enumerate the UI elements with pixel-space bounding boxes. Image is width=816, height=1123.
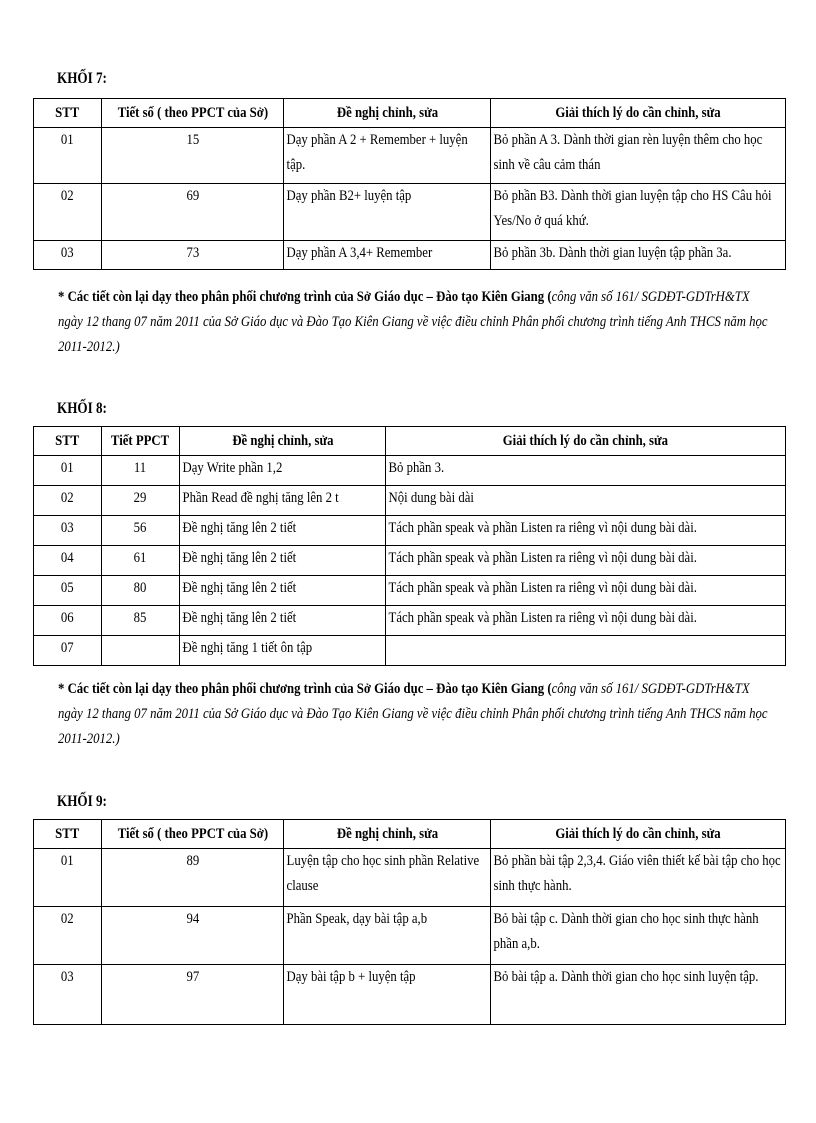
cell-tiet: 85 bbox=[102, 606, 180, 636]
header-tiet: Tiết PPCT bbox=[102, 427, 180, 456]
cell-giai-thich: Bỏ phần 3. bbox=[386, 456, 786, 486]
cell-stt: 05 bbox=[34, 576, 102, 606]
table-row bbox=[34, 965, 786, 1025]
cell-tiet: 61 bbox=[102, 546, 180, 576]
note-khoi-8 bbox=[58, 677, 772, 752]
table-row bbox=[34, 576, 786, 606]
cell-stt: 03 bbox=[34, 241, 102, 270]
cell-de-nghi: Đề nghị tăng lên 2 tiết bbox=[180, 546, 386, 576]
header-de-nghi: Đề nghị chỉnh, sửa bbox=[284, 820, 491, 849]
cell-tiet bbox=[102, 636, 180, 666]
note-bold-text: * Các tiết còn lại dạy theo phân phối chương trình của Sở Giáo dục – Đào tạo Kiên Giang ( bbox=[58, 681, 552, 697]
note-italic-text: công văn số 161/ SGDĐT-GDTrH&TX ngày 12 thang 07 năm 2011 của Sở Giáo dục và Đào Tạo Kiên Giang về việc điều chỉnh Phân phối chương trình tiếng Anh THCS năm học 2011-2012.) bbox=[58, 681, 768, 747]
cell-de-nghi: Đề nghị tăng lên 2 tiết bbox=[180, 516, 386, 546]
table-khoi-7 bbox=[33, 98, 786, 270]
cell-stt: 03 bbox=[34, 516, 102, 546]
header-giai-thich: Giải thích lý do cần chỉnh, sửa bbox=[386, 427, 786, 456]
header-tiet: Tiết số ( theo PPCT của Sở) bbox=[102, 820, 284, 849]
cell-tiet: 80 bbox=[102, 576, 180, 606]
cell-de-nghi: Phần Read đề nghị tăng lên 2 t bbox=[180, 486, 386, 516]
note-khoi-7 bbox=[58, 285, 772, 360]
table-row bbox=[34, 128, 786, 184]
cell-de-nghi: Đề nghị tăng 1 tiết ôn tập bbox=[180, 636, 386, 666]
header-giai-thich: Giải thích lý do cần chỉnh, sửa bbox=[491, 99, 786, 128]
cell-tiet: 11 bbox=[102, 456, 180, 486]
cell-giai-thich: Bỏ bài tập c. Dành thời gian cho học sinh thực hành phần a,b. bbox=[491, 907, 786, 965]
header-de-nghi: Đề nghị chỉnh, sửa bbox=[284, 99, 491, 128]
table-row bbox=[34, 546, 786, 576]
table-row bbox=[34, 486, 786, 516]
table-khoi-9 bbox=[33, 819, 786, 1025]
cell-giai-thich: Bỏ bài tập a. Dành thời gian cho học sinh luyện tập. bbox=[491, 965, 786, 1025]
table-row bbox=[34, 241, 786, 270]
cell-de-nghi: Dạy bài tập b + luyện tập bbox=[284, 965, 491, 1025]
cell-giai-thich: Tách phần speak và phần Listen ra riêng vì nội dung bài dài. bbox=[386, 576, 786, 606]
cell-tiet: 15 bbox=[102, 128, 284, 184]
header-giai-thich: Giải thích lý do cần chỉnh, sửa bbox=[491, 820, 786, 849]
cell-giai-thich: Bỏ phần bài tập 2,3,4. Giáo viên thiết kế bài tập cho học sinh thực hành. bbox=[491, 849, 786, 907]
cell-tiet: 56 bbox=[102, 516, 180, 546]
section-heading-khoi-7: KHỐI 7: bbox=[57, 70, 107, 87]
cell-stt: 01 bbox=[34, 849, 102, 907]
cell-stt: 02 bbox=[34, 184, 102, 241]
cell-tiet: 73 bbox=[102, 241, 284, 270]
header-stt: STT bbox=[34, 427, 102, 456]
cell-tiet: 89 bbox=[102, 849, 284, 907]
note-bold-text: * Các tiết còn lại dạy theo phân phối chương trình của Sở Giáo dục – Đào tạo Kiên Giang ( bbox=[58, 289, 552, 305]
cell-de-nghi: Dạy phần A 3,4+ Remember bbox=[284, 241, 491, 270]
cell-stt: 02 bbox=[34, 907, 102, 965]
header-stt: STT bbox=[34, 99, 102, 128]
cell-giai-thich bbox=[386, 636, 786, 666]
table-header-row bbox=[34, 427, 786, 456]
cell-tiet: 69 bbox=[102, 184, 284, 241]
header-tiet: Tiết số ( theo PPCT của Sở) bbox=[102, 99, 284, 128]
header-stt: STT bbox=[34, 820, 102, 849]
cell-de-nghi: Phần Speak, dạy bài tập a,b bbox=[284, 907, 491, 965]
section-heading-khoi-9: KHỐI 9: bbox=[57, 793, 107, 810]
cell-stt: 01 bbox=[34, 456, 102, 486]
cell-stt: 06 bbox=[34, 606, 102, 636]
cell-stt: 04 bbox=[34, 546, 102, 576]
table-row bbox=[34, 456, 786, 486]
cell-giai-thich: Tách phần speak và phần Listen ra riêng vì nội dung bài dài. bbox=[386, 516, 786, 546]
table-row bbox=[34, 907, 786, 965]
cell-de-nghi: Dạy Write phần 1,2 bbox=[180, 456, 386, 486]
cell-giai-thich: Tách phần speak và phần Listen ra riêng vì nội dung bài dài. bbox=[386, 546, 786, 576]
note-italic-text: công văn số 161/ SGDĐT-GDTrH&TX ngày 12 thang 07 năm 2011 của Sở Giáo dục và Đào Tạo Kiên Giang về việc điều chỉnh Phân phối chương trình tiếng Anh THCS năm học 2011-2012.) bbox=[58, 289, 768, 355]
table-row bbox=[34, 516, 786, 546]
table-row bbox=[34, 606, 786, 636]
cell-giai-thich: Bỏ phần A 3. Dành thời gian rèn luyện thêm cho học sinh về câu cảm thán bbox=[491, 128, 786, 184]
table-row bbox=[34, 849, 786, 907]
table-header-row bbox=[34, 99, 786, 128]
cell-de-nghi: Đề nghị tăng lên 2 tiết bbox=[180, 606, 386, 636]
table-row bbox=[34, 636, 786, 666]
cell-stt: 02 bbox=[34, 486, 102, 516]
cell-de-nghi: Đề nghị tăng lên 2 tiết bbox=[180, 576, 386, 606]
cell-giai-thich: Bỏ phần 3b. Dành thời gian luyện tập phần 3a. bbox=[491, 241, 786, 270]
cell-tiet: 97 bbox=[102, 965, 284, 1025]
cell-tiet: 94 bbox=[102, 907, 284, 965]
cell-de-nghi: Luyện tập cho học sinh phần Relative clause bbox=[284, 849, 491, 907]
header-de-nghi: Đề nghị chỉnh, sửa bbox=[180, 427, 386, 456]
table-khoi-8 bbox=[33, 426, 786, 666]
cell-stt: 03 bbox=[34, 965, 102, 1025]
table-row bbox=[34, 184, 786, 241]
cell-de-nghi: Dạy phần A 2 + Remember + luyện tập. bbox=[284, 128, 491, 184]
cell-giai-thich: Tách phần speak và phần Listen ra riêng vì nội dung bài dài. bbox=[386, 606, 786, 636]
table-header-row bbox=[34, 820, 786, 849]
cell-giai-thich: Nội dung bài dài bbox=[386, 486, 786, 516]
section-heading-khoi-8: KHỐI 8: bbox=[57, 400, 107, 417]
cell-stt: 07 bbox=[34, 636, 102, 666]
cell-giai-thich: Bỏ phần B3. Dành thời gian luyện tập cho HS Câu hỏi Yes/No ở quá khứ. bbox=[491, 184, 786, 241]
cell-tiet: 29 bbox=[102, 486, 180, 516]
cell-stt: 01 bbox=[34, 128, 102, 184]
cell-de-nghi: Dạy phần B2+ luyện tập bbox=[284, 184, 491, 241]
